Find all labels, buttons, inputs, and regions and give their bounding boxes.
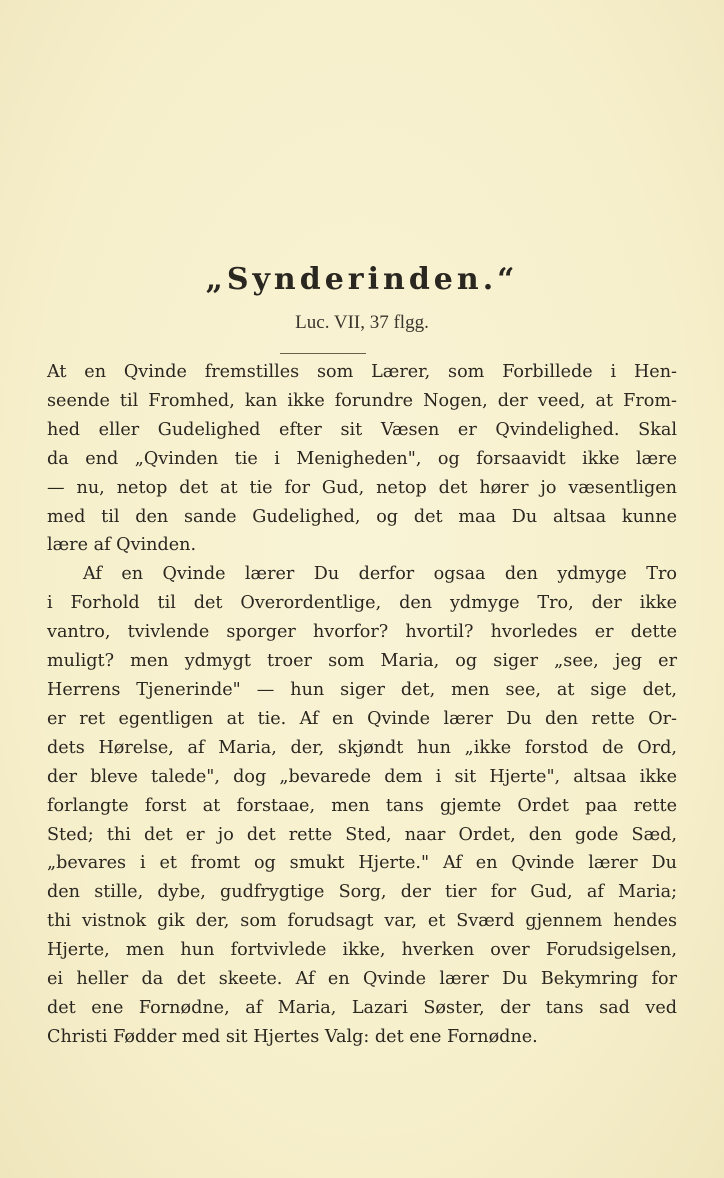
text-line: — nu, netop det at tie for Gud, netop det hører jo væsentligen xyxy=(47,477,677,498)
title-divider xyxy=(280,353,366,354)
text-line: Sted; thi det er jo det rette Sted, naar Ordet, den gode Sæd, xyxy=(47,824,677,845)
chapter-title: „Synderinden.“ xyxy=(205,262,519,297)
body-text xyxy=(47,358,677,1052)
text-line: seende til Fromhed, kan ikke forundre Nogen, der veed, at From- xyxy=(47,390,677,411)
text-line: hed eller Gudelighed efter sit Væsen er Qvindelighed. Skal xyxy=(47,419,677,440)
text-line: dets Hørelse, af Maria, der, skjøndt hun „ikke forstod de Ord, xyxy=(47,737,677,758)
text-line: Herrens Tjenerinde" — hun siger det, men see, at sige det, xyxy=(47,679,677,700)
text-line: muligt? men ydmygt troer som Maria, og siger „see, jeg er xyxy=(47,651,677,672)
text-line: At en Qvinde fremstilles som Lærer, som Forbillede i Hen- xyxy=(47,362,677,382)
text-line: med til den sande Gudelighed, og det maa Du altsaa kunne xyxy=(47,506,677,527)
text-line: ei heller da det skeete. Af en Qvinde lærer Du Bekymring for xyxy=(47,969,677,990)
text-line: i Forhold til det Overordentlige, den ydmyge Tro, der ikke xyxy=(47,593,677,614)
text-line: den stille, dybe, gudfrygtige Sorg, der tier for Gud, af Maria; xyxy=(47,882,677,903)
scripture-reference: Luc. VII, 37 flgg. xyxy=(295,312,429,333)
text-line: det ene Fornødne, af Maria, Lazari Søster, der tans sad ved xyxy=(47,997,677,1018)
text-line: Hjerte, men hun fortvivlede ikke, hverken over Forudsigelsen, xyxy=(47,940,677,961)
text-line: forlangte forst at forstaae, men tans gjemte Ordet paa rette xyxy=(47,795,677,816)
text-line: „bevares i et fromt og smukt Hjerte." Af en Qvinde lærer Du xyxy=(47,853,677,874)
text-line: lære af Qvinden. xyxy=(47,535,197,556)
text-line: thi vistnok gik der, som forudsagt var, et Sværd gjennem hendes xyxy=(47,911,677,932)
text-line: der bleve talede", dog „bevarede dem i sit Hjerte", altsaa ikke xyxy=(47,766,677,787)
text-line: vantro, tvivlende sporger hvorfor? hvortil? hvorledes er dette xyxy=(47,622,677,643)
text-line: da end „Qvinden tie i Menigheden", og forsaavidt ikke lære xyxy=(47,448,677,469)
text-line: Af en Qvinde lærer Du derfor ogsaa den ydmyge Tro xyxy=(83,564,677,585)
text-line: er ret egentligen at tie. Af en Qvinde lærer Du den rette Or- xyxy=(47,708,677,729)
text-line: Christi Fødder med sit Hjertes Valg: det ene Fornødne. xyxy=(47,1026,538,1047)
